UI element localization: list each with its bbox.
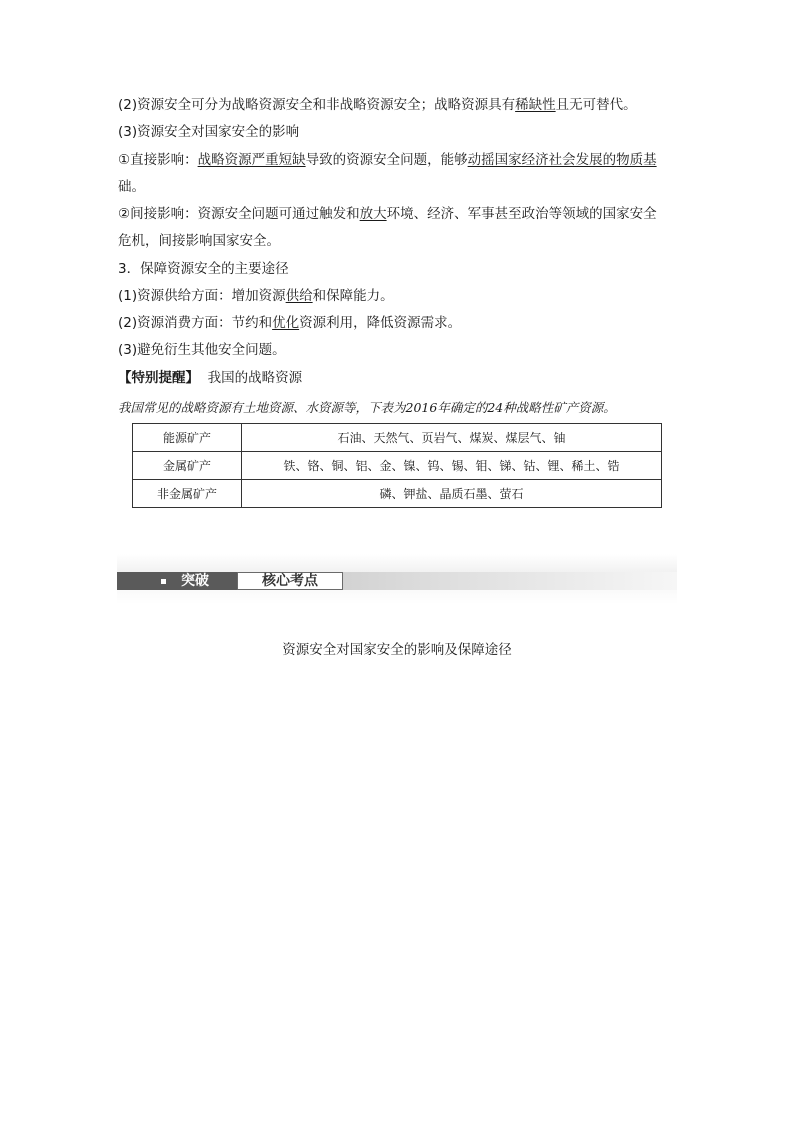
- paragraph-strategic-resources: [118, 96, 637, 114]
- square-bullet-icon: [161, 579, 166, 584]
- text: ②间接影响：资源安全问题可通过触发和: [118, 206, 360, 222]
- paragraph-direct-impact: [118, 151, 657, 169]
- table-cell-items: 石油、天然气、页岩气、煤炭、煤层气、铀: [242, 424, 662, 452]
- section-title: 资源安全对国家安全的影响及保障途径: [282, 642, 512, 658]
- table-cell-items: 铁、铬、铜、铝、金、镍、钨、锡、钼、锑、钴、锂、稀土、锆: [242, 452, 662, 480]
- table-row: [133, 452, 662, 480]
- paragraph-avoid: (3)避免衍生其他安全问题。: [118, 342, 286, 358]
- tip-title: 我国的战略资源: [207, 370, 303, 386]
- underlined-keyword: 放大: [359, 206, 387, 222]
- table-row: [133, 480, 662, 508]
- table-cell-category: 金属矿产: [133, 452, 242, 480]
- text: ①直接影响：: [118, 152, 198, 168]
- table-cell-category: 能源矿产: [133, 424, 242, 452]
- subheading-impact: (3)资源安全对国家安全的影响: [118, 124, 300, 140]
- section-banner: [117, 554, 677, 604]
- paragraph-direct-impact-cont: 础。: [118, 179, 145, 195]
- table-cell-category: 非金属矿产: [133, 480, 242, 508]
- text: 导致的资源安全问题，能够: [305, 152, 468, 168]
- underlined-keyword: 供给: [285, 288, 313, 304]
- text: (2)资源消费方面：节约和: [118, 315, 273, 331]
- banner-light-tag: 核心考点: [237, 572, 343, 590]
- table-row: [133, 424, 662, 452]
- tip-tag: 【特别提醒】: [118, 370, 199, 386]
- underlined-keyword: 物质基: [616, 152, 657, 168]
- text: 且无可替代。: [555, 97, 637, 113]
- banner-dark-label: 突破: [181, 573, 209, 589]
- strategic-minerals-table: [132, 423, 662, 508]
- underlined-keyword: 稀缺性: [515, 97, 556, 113]
- paragraph-consumption: [118, 314, 461, 332]
- underlined-keyword: 战略资源严重短缺: [197, 152, 306, 168]
- text: (1)资源供给方面：增加资源: [118, 288, 286, 304]
- paragraph-indirect-impact-cont: 危机，间接影响国家安全。: [118, 233, 280, 249]
- banner-dark-tag: [117, 572, 237, 590]
- table-intro: 我国常见的战略资源有土地资源、水资源等，下表为2016年确定的24种战略性矿产资源。: [118, 400, 616, 415]
- underlined-keyword: 动摇国家经济社会发展的: [467, 152, 617, 168]
- underlined-keyword: 优化: [272, 315, 300, 331]
- paragraph-supply: [118, 287, 394, 305]
- heading-main-approaches: 3．保障资源安全的主要途径: [118, 261, 289, 277]
- text: (2)资源安全可分为战略资源安全和非战略资源安全；战略资源具有: [118, 97, 516, 113]
- text: 环境、经济、军事甚至政治等领域的国家安全: [386, 206, 657, 222]
- special-tip: [118, 369, 302, 387]
- text: 资源利用，降低资源需求。: [299, 315, 462, 331]
- paragraph-indirect-impact: [118, 205, 657, 223]
- table-cell-items: 磷、钾盐、晶质石墨、萤石: [242, 480, 662, 508]
- text: 和保障能力。: [312, 288, 394, 304]
